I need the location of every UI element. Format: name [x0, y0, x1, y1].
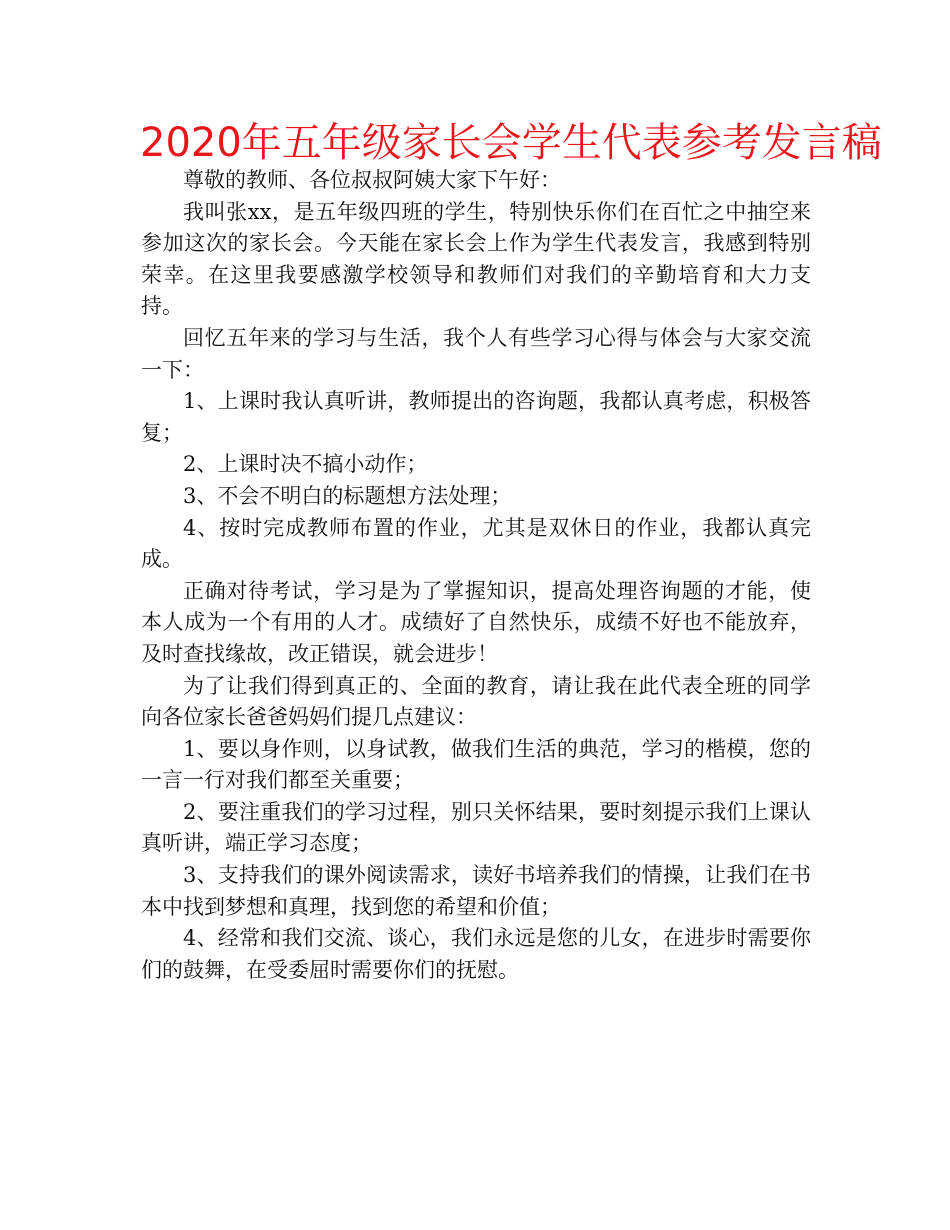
list-item-study-4: 4、按时完成教师布置的作业，尤其是双休日的作业，我都认真完成。 — [141, 515, 811, 572]
paragraph-exams: 正确对待考试，学习是为了掌握知识，提高处理咨询题的才能，使本人成为一个有用的人才。成绩好了自然快乐，成绩不好也不能放弃，及时查找缘故，改正错误，就会进步！ — [141, 578, 811, 666]
list-item-suggestion-4: 4、经常和我们交流、谈心，我们永远是您的儿女，在进步时需要你们的鼓舞，在受委屈时需要你们的抚慰。 — [141, 926, 811, 982]
list-item-suggestion-1: 1、要以身作则，以身试教，做我们生活的典范，学习的楷模，您的一言一行对我们都至关重要； — [141, 736, 811, 793]
list-item-suggestion-3: 3、支持我们的课外阅读需求，读好书培养我们的情操，让我们在书本中找到梦想和真理，找到您的希望和价值； — [141, 863, 811, 919]
paragraph-suggestions-intro: 为了让我们得到真正的、全面的教育，请让我在此代表全班的同学向各位家长爸爸妈妈们提几点建议： — [141, 673, 811, 730]
paragraph-reflection-intro: 回忆五年来的学习与生活，我个人有些学习心得与体会与大家交流一下： — [141, 325, 811, 382]
paragraph-greeting: 尊敬的教师、各位叔叔阿姨大家下午好： — [183, 168, 561, 192]
paragraph-introduction: 我叫张xx，是五年级四班的学生，特别快乐你们在百忙之中抽空来参加这次的家长会。今天能在家长会上作为学生代表发言，我感到特别荣幸。在这里我要感激学校领导和教师们对我们的辛勤培育和大力支持。 — [141, 199, 811, 319]
list-item-study-3: 3、不会不明白的标题想方法处理； — [183, 483, 512, 508]
list-item-suggestion-2: 2、要注重我们的学习过程，别只关怀结果，要时刻提示我们上课认真听讲，端正学习态度； — [141, 799, 811, 856]
document-body — [141, 165, 811, 986]
list-item-study-1: 1、上课时我认真听讲，教师提出的咨询题，我都认真考虑，积极答复； — [141, 389, 811, 445]
list-item-study-2: 2、上课时决不搞小动作； — [183, 452, 428, 477]
document-title: 2020年五年级家长会学生代表参考发言稿 — [140, 120, 882, 166]
